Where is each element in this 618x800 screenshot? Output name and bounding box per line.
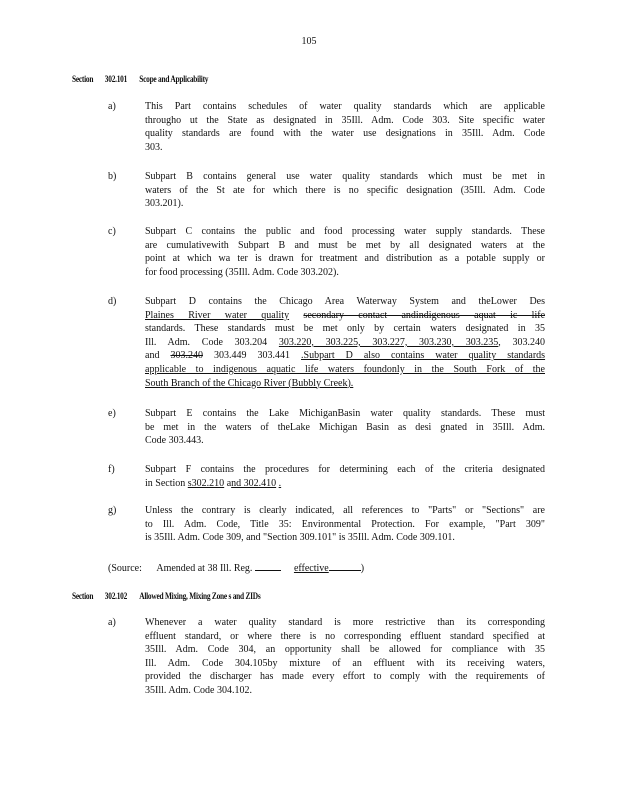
deleted-text: 303.240 <box>170 350 203 362</box>
text-line: Subpart B contains general use water quality standards which must be met in <box>145 171 545 182</box>
text-line <box>145 349 545 363</box>
source-text: Amended at 38 Ill. Reg. <box>156 563 253 574</box>
text-line: are cumulativewith Subpart B and must be met by all designated waters at the <box>145 239 545 251</box>
text-line: througho ut the State as designated in 35Ill. Adm. Code 303. Site specific water <box>145 114 545 126</box>
paragraph-label: b) <box>108 171 117 182</box>
section-number: 302.102 <box>104 591 128 601</box>
text-segment: , 303.240 <box>498 336 546 348</box>
source-label: (Source: <box>108 563 142 574</box>
section-title: Scope and Applicability <box>139 74 209 84</box>
text-line: is 35Ill. Adm. Code 309, and "Section 309.101" is 35Ill. Adm. Code 309.101. <box>145 532 455 544</box>
text-segment: and <box>145 350 160 362</box>
text-segment: Ill. Adm. Code 303.204 <box>145 336 268 348</box>
section-word: Section <box>72 591 94 601</box>
text-line: provided the discharger has made every effort to comply with the requirements of <box>145 671 545 683</box>
inserted-text: nd 302.410 <box>231 477 277 489</box>
deleted-text: secondary contact andindigenous aquat ic life <box>303 309 546 321</box>
text-line: 303.201). <box>145 198 184 210</box>
text-line <box>145 477 545 491</box>
text-line: Code 303.443. <box>145 435 204 447</box>
text-line: Ill. Adm. Code 304.105by mixture of an effluent with its receiving waters, <box>145 657 545 669</box>
text-line: 303. <box>145 141 163 153</box>
text-line: to Ill. Adm. Code, Title 35: Environmental Protection. For example, "Part 309" <box>145 518 545 530</box>
paragraph-label: d) <box>108 296 117 307</box>
inserted-text: Plaines River water quality <box>145 309 290 321</box>
text-line: 35Ill. Adm. Code 304.102. <box>145 684 252 696</box>
text-segment: in Section <box>145 477 186 489</box>
text-line <box>145 336 545 350</box>
source-note <box>108 561 364 574</box>
text-segment: a <box>226 477 232 489</box>
text-segment: . <box>278 477 282 489</box>
inserted-text: applicable to indigenous aquatic life waters foundonly in the South Fork of the <box>145 363 545 375</box>
paragraph-label: g) <box>108 505 117 516</box>
source-close: ) <box>360 563 365 574</box>
text-line <box>145 309 545 323</box>
section-title: Allowed Mixing, Mixing Zone s and ZIDs <box>139 591 261 601</box>
blank-line <box>255 561 281 571</box>
section-heading-302-102 <box>72 591 261 601</box>
section-heading-302-101 <box>72 74 208 84</box>
text-line: effluent standard, or where there is no corresponding effluent standard specified at <box>145 630 545 642</box>
text-line: quality standards are found with the water use designations in 35Ill. Adm. Code <box>145 128 545 140</box>
inserted-text: s302.210 <box>187 477 225 489</box>
inserted-text: .Subpart D also contains water quality standards <box>301 350 546 362</box>
text-line: point at which wa ter is drawn for treatment and distribution as a potable supply or <box>145 253 545 265</box>
text-line: This Part contains schedules of water quality standards which are applicable <box>145 101 545 112</box>
paragraph-label: f) <box>108 464 115 475</box>
page-number: 105 <box>301 36 317 47</box>
text-line: Whenever a water quality standard is more restrictive than its corresponding <box>145 617 545 628</box>
paragraph-label: e) <box>108 408 116 419</box>
inserted-text: South Branch of the Chicago River (Bubbly Creek). <box>145 377 354 389</box>
paragraph-label: a) <box>108 101 116 112</box>
text-line: Unless the contrary is clearly indicated, all references to "Parts" or "Sections" are <box>145 505 545 516</box>
text-line: 35Ill. Adm. Code 304, an opportunity shall be allowed for compliance with 35 <box>145 644 545 656</box>
text-line: waters of the St ate for which there is no specific designation (35Ill. Adm. Code <box>145 184 545 196</box>
text-line: Subpart D contains the Chicago Area Waterway System and theLower Des <box>145 296 545 307</box>
blank-line <box>329 561 361 571</box>
text-line: Subpart E contains the Lake MichiganBasin water quality standards. These must <box>145 408 545 419</box>
text-line: Subpart F contains the procedures for determining each of the criteria designated <box>145 464 545 475</box>
paragraph-label: c) <box>108 226 116 237</box>
section-number: 302.101 <box>104 74 128 84</box>
text-segment: 303.449 303.441 <box>213 350 290 362</box>
effective-label: effective <box>293 563 329 574</box>
inserted-text: 303.220, 303.225, 303.227, 303.230, 303.235 <box>278 336 499 348</box>
text-line: standards. These standards must be met only by certain waters designated in 35 <box>145 323 545 335</box>
text-line: be met in the waters of theLake Michigan Basin as desi gnated in 35Ill. Adm. <box>145 421 545 433</box>
paragraph-label: a) <box>108 617 116 628</box>
text-line: for food processing (35Ill. Adm. Code 303.202). <box>145 266 339 278</box>
section-word: Section <box>72 74 94 84</box>
text-line: Subpart C contains the public and food processing water supply standards. These <box>145 226 545 237</box>
